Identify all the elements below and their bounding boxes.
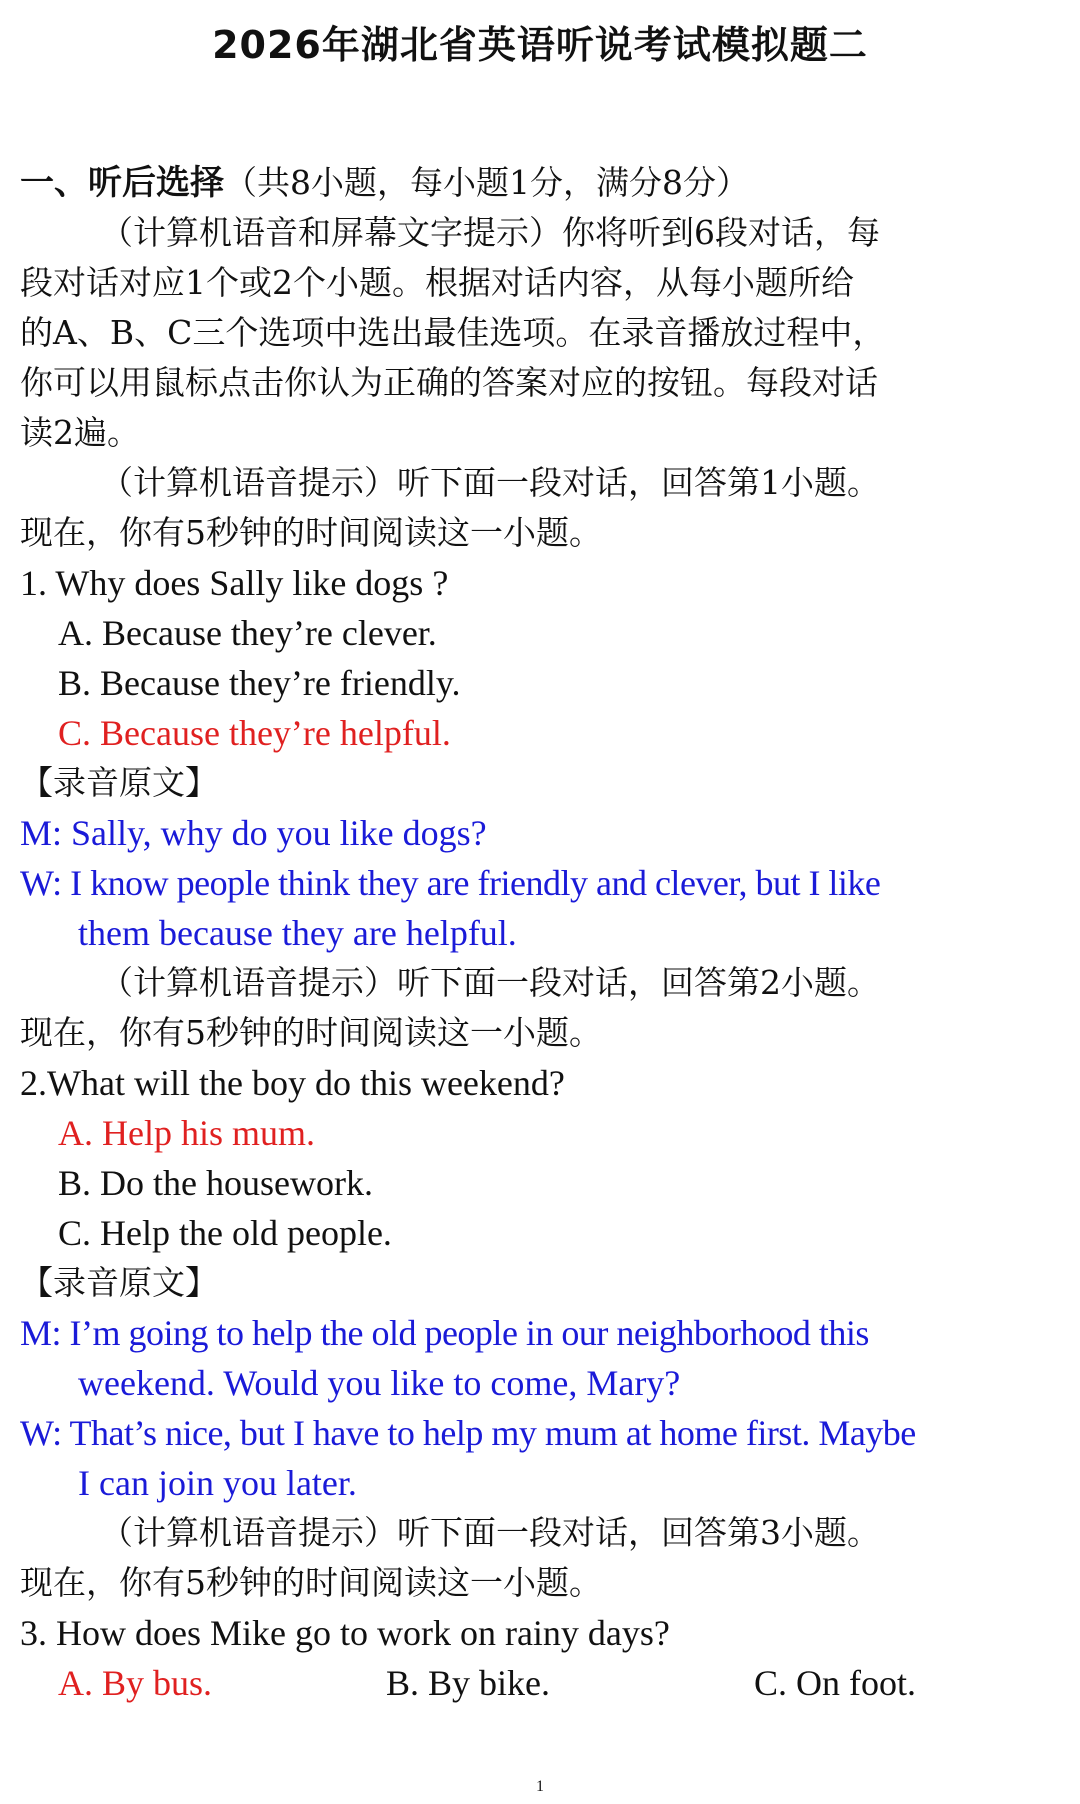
instruction-line: 你可以用鼠标点击你认为正确的答案对应的按钮。每段对话: [20, 363, 878, 402]
transcript-line: them because they are helpful.: [78, 913, 517, 953]
audio-prompt-line: 现在，你有5秒钟的时间阅读这一小题。: [20, 1563, 602, 1602]
transcript-label: 【录音原文】: [20, 763, 218, 802]
audio-prompt-line: 现在，你有5秒钟的时间阅读这一小题。: [20, 1013, 602, 1052]
instruction-line: 的A、B、C三个选项中选出最佳选项。在录音播放过程中，: [20, 313, 886, 352]
instruction-line: 读2遍。: [20, 413, 140, 452]
document-title: 2026年湖北省英语听说考试模拟题二: [212, 23, 868, 67]
option-a[interactable]: A. Because they’re clever.: [58, 613, 437, 653]
option-a-correct-answer[interactable]: A. Help his mum.: [58, 1113, 315, 1153]
audio-prompt-line: 现在，你有5秒钟的时间阅读这一小题。: [20, 513, 602, 552]
audio-prompt-line: （计算机语音提示）听下面一段对话，回答第3小题。: [100, 1513, 880, 1552]
audio-prompt-line: （计算机语音提示）听下面一段对话，回答第2小题。: [100, 963, 880, 1002]
option-b[interactable]: B. Do the housework.: [58, 1163, 373, 1203]
option-b[interactable]: B. Because they’re friendly.: [58, 663, 461, 703]
audio-prompt-line: （计算机语音提示）听下面一段对话，回答第1小题。: [100, 463, 880, 502]
option-b[interactable]: B. By bike.: [386, 1663, 551, 1703]
transcript-line: M: I’m going to help the old people in our neighborhood this: [20, 1313, 869, 1353]
document-body: [20, 158, 1060, 1708]
question-stem: 2.What will the boy do this weekend?: [20, 1063, 565, 1103]
option-c[interactable]: C. On foot.: [754, 1663, 916, 1703]
option-c[interactable]: C. Help the old people.: [58, 1213, 392, 1253]
section-heading-label: 一、听后选择: [20, 163, 224, 203]
section-heading: [20, 158, 1060, 208]
question-stem: 1. Why does Sally like dogs ?: [20, 563, 449, 603]
instruction-line: （计算机语音和屏幕文字提示）你将听到6段对话，每: [100, 213, 880, 252]
transcript-line: I can join you later.: [78, 1463, 357, 1503]
question-stem: 3. How does Mike go to work on rainy days?: [20, 1613, 670, 1653]
page-number: 1: [536, 1778, 544, 1795]
transcript-line: weekend. Would you like to come, Mary?: [78, 1363, 681, 1403]
transcript-line: M: Sally, why do you like dogs?: [20, 813, 487, 853]
option-row: [20, 1658, 1060, 1708]
option-a-correct-answer[interactable]: A. By bus.: [58, 1663, 213, 1703]
transcript-label: 【录音原文】: [20, 1263, 218, 1302]
option-c-correct-answer[interactable]: C. Because they’re helpful.: [58, 713, 451, 753]
instruction-line: 段对话对应1个或2个小题。根据对话内容，从每小题所给: [20, 263, 854, 302]
transcript-line: W: That’s nice, but I have to help my mum at home first. Maybe: [20, 1413, 916, 1453]
section-heading-note: （共8小题，每小题1分，满分8分）: [224, 163, 749, 202]
transcript-line: W: I know people think they are friendly and clever, but I like: [20, 863, 881, 903]
